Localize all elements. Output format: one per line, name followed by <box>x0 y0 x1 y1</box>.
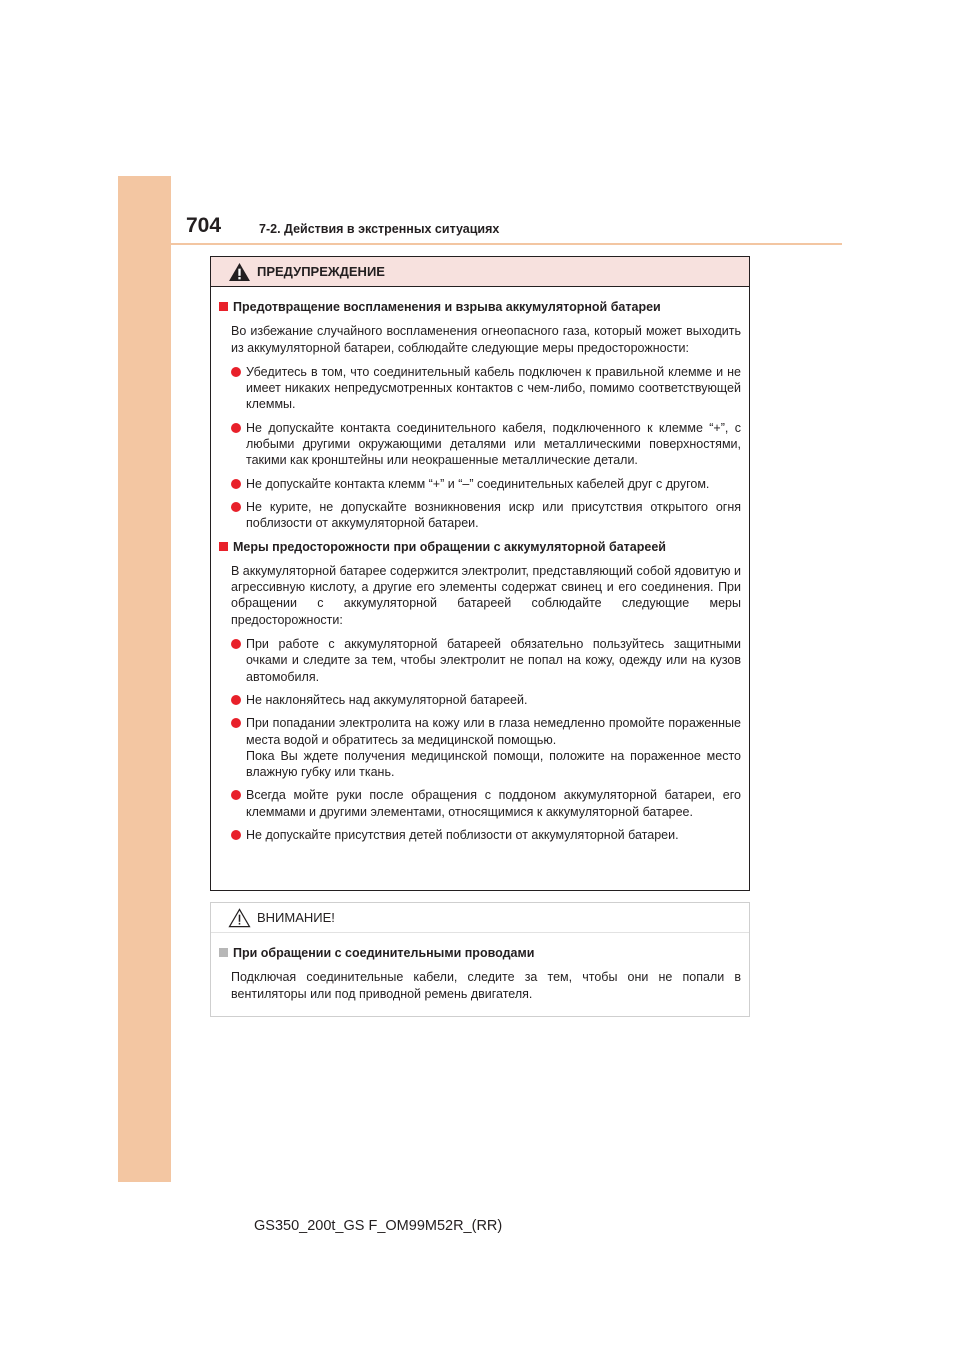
list-item: Убедитесь в том, что соединительный кабель подключен к правильной клемме и не имеет никаких непредусмотренных контактов с чем-либо, помимо соответствующей клеммы. <box>219 364 741 413</box>
red-bullet-icon <box>231 830 241 840</box>
warning-header <box>211 257 749 287</box>
list-item: Всегда мойте руки после обращения с поддоном аккумуляторной батареи, его клеммами и другими элементами, относящимися к аккумуляторной батарее. <box>219 787 741 820</box>
list-item: Не допускайте присутствия детей поблизости от аккумуляторной батареи. <box>219 827 741 843</box>
red-bullet-icon <box>231 639 241 649</box>
red-bullet-icon <box>231 790 241 800</box>
list-item: При попадании электролита на кожу или в глаза немедленно промойте пораженные места водой и обратитесь за медицинской помощью. Пока Вы ждете получения медицинской помощи, положите на пораженное место влажную губку или ткань. <box>219 715 741 780</box>
notice-box <box>210 902 750 1017</box>
list-item: Не допускайте контакта соединительного кабеля, подключенного к клемме “+”, с любыми другими окружающими деталями или металлическими поверхностями, такими как кронштейны или неокрашенные металлические детали. <box>219 420 741 469</box>
red-square-marker-icon <box>219 542 228 551</box>
section-intro: Во избежание случайного воспламенения огнеопасного газа, который может выходить из аккумуляторной батареи, соблюдайте следующие меры предосторожности: <box>231 324 741 355</box>
section-intro: Подключая соединительные кабели, следите за тем, чтобы они не попали в вентиляторы или под приводной ремень двигателя. <box>231 970 741 1001</box>
warning-box <box>210 256 750 891</box>
list-item: При работе с аккумуляторной батареей обязательно пользуйтесь защитными очками и следите за тем, чтобы электролит не попал на кожу, одежду или на кузов автомобиля. <box>219 636 741 685</box>
red-bullet-icon <box>231 423 241 433</box>
red-bullet-icon <box>231 367 241 377</box>
red-square-marker-icon <box>219 302 228 311</box>
red-bullet-icon <box>231 695 241 705</box>
chapter-sidebar-tab <box>118 176 171 1182</box>
red-bullet-icon <box>231 502 241 512</box>
list-item: Не наклоняйтесь над аккумуляторной батареей. <box>219 692 741 708</box>
notice-title: ВНИМАНИЕ! <box>257 910 335 925</box>
red-bullet-icon <box>231 718 241 728</box>
warning-triangle-icon <box>228 262 251 282</box>
warning-title: ПРЕДУПРЕЖДЕНИЕ <box>257 264 385 279</box>
section-heading: Меры предосторожности при обращении с аккумуляторной батареей <box>219 539 741 555</box>
warning-body <box>211 287 749 843</box>
section-intro: В аккумуляторной батарее содержится электролит, представляющий собой ядовитую и агрессивную кислоту, а другие его элементы содержат свинец и его соединения. При обращении с аккумуляторной батареей соблюдайте следующие меры предосторожности: <box>231 563 741 627</box>
grey-square-marker-icon <box>219 948 228 957</box>
header-divider <box>171 243 842 245</box>
section-title: 7-2. Действия в экстренных ситуациях <box>259 222 500 236</box>
notice-body <box>211 933 749 1002</box>
document-code: GS350_200t_GS F_OM99M52R_(RR) <box>254 1218 503 1234</box>
notice-header <box>211 903 749 933</box>
page-number: 704 <box>186 214 222 237</box>
section-heading: Предотвращение воспламенения и взрыва аккумуляторной батареи <box>219 299 741 315</box>
red-bullet-icon <box>231 479 241 489</box>
list-item: Не курите, не допускайте возникновения искр или присутствия открытого огня поблизости от аккумуляторной батареи. <box>219 499 741 532</box>
caution-triangle-icon <box>228 908 251 928</box>
section-heading: При обращении с соединительными проводами <box>219 945 741 961</box>
list-item: Не допускайте контакта клемм “+” и “–” соединительных кабелей друг с другом. <box>219 476 741 492</box>
